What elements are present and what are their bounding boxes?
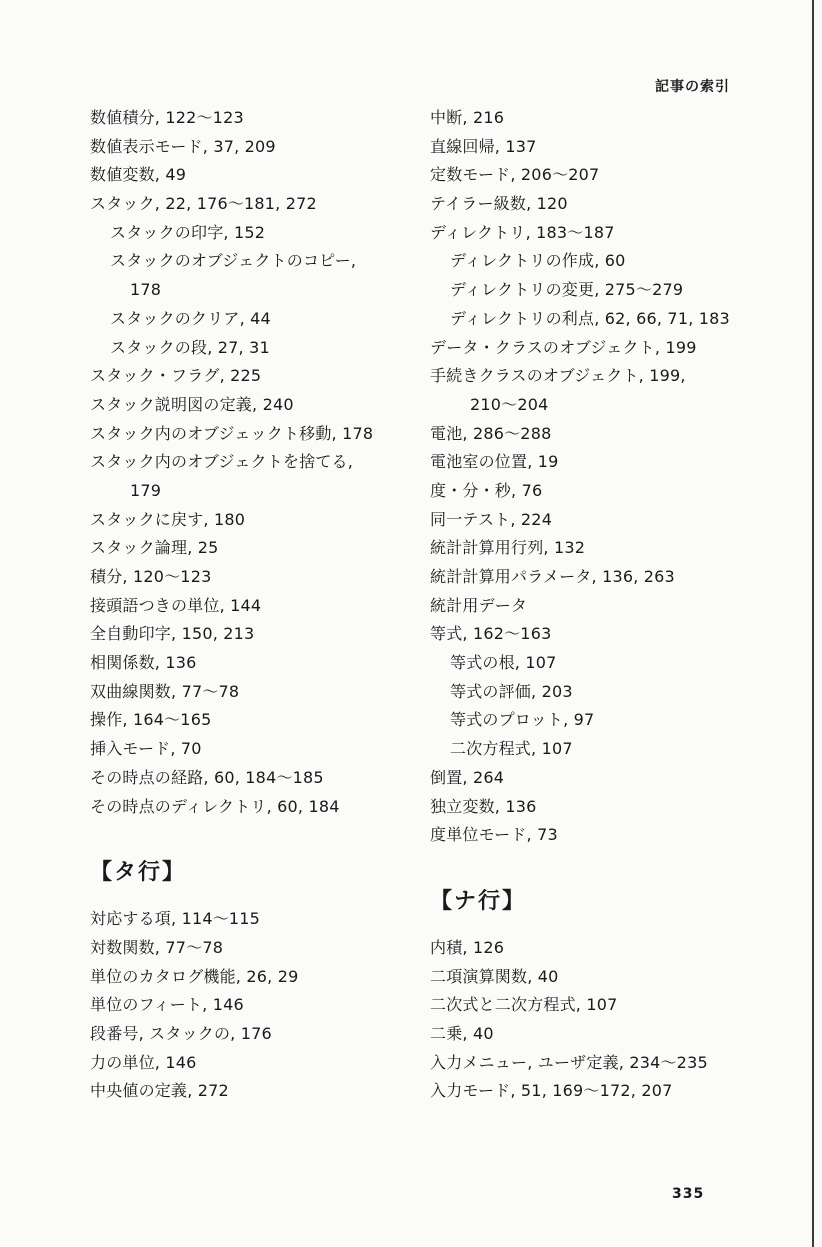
index-subentry: スタックの印字, 152: [110, 222, 266, 242]
section-entries-ta: [90, 905, 420, 1106]
index-subentry: ディレクトリの利点, 62, 66, 71, 183: [450, 308, 730, 328]
page-number: 335: [672, 1186, 705, 1202]
index-entries-left: [90, 104, 420, 821]
index-entry: 全自動印字, 150, 213: [90, 624, 255, 644]
index-entry: 二次式と二次方程式, 107: [430, 995, 618, 1015]
index-entry: 統計用データ: [430, 595, 528, 615]
index-entry: スタック内のオブジェクトを捨てる,: [90, 452, 354, 472]
index-entry: 対応する項, 114～115: [90, 909, 261, 929]
index-entry: スタック, 22, 176～181, 272: [90, 194, 317, 214]
index-entry: 電池室の位置, 19: [430, 452, 559, 472]
index-entry: 直線回帰, 137: [430, 136, 537, 156]
index-entries-right: [430, 104, 800, 850]
index-subentry: 二次方程式, 107: [450, 739, 573, 759]
index-entry: 内積, 126: [430, 937, 505, 957]
index-entry: スタック・フラグ, 225: [90, 366, 262, 386]
section-heading-ta: 【タ行】: [90, 860, 187, 886]
index-entry: 双曲線関数, 77～78: [90, 681, 240, 701]
index-subentry: スタックのオブジェクトのコピー,: [110, 251, 357, 271]
index-column-right: [430, 104, 800, 1106]
index-entry: 力の単位, 146: [90, 1052, 197, 1072]
index-entry: 定数モード, 206～207: [430, 165, 600, 185]
index-entry: 対数関数, 77～78: [90, 937, 224, 957]
index-entry: 挿入モード, 70: [90, 739, 202, 759]
index-entry: 操作, 164～165: [90, 710, 212, 730]
index-subentry: スタックのクリア, 44: [110, 308, 271, 328]
index-entry: 接頭語つきの単位, 144: [90, 595, 262, 615]
index-entry: 同一テスト, 224: [430, 509, 553, 529]
index-entry: 手続きクラスのオブジェクト, 199,: [430, 366, 686, 386]
index-entry: 中断, 216: [430, 108, 505, 127]
index-entry: 段番号, スタックの, 176: [90, 1023, 272, 1043]
index-entry: 独立変数, 136: [430, 796, 537, 816]
index-entry: スタック論理, 25: [90, 538, 219, 558]
index-entry: 統計計算用パラメータ, 136, 263: [430, 567, 675, 586]
index-entry: その時点の経路, 60, 184～185: [90, 767, 324, 787]
index-entry: テイラー級数, 120: [430, 194, 568, 214]
index-entry: 入力モード, 51, 169～172, 207: [430, 1081, 673, 1101]
index-entry: 単位のフィート, 146: [90, 995, 244, 1015]
index-subentry: スタックの段, 27, 31: [110, 337, 270, 357]
index-entry: 単位のカタログ機能, 26, 29: [90, 966, 299, 986]
index-entry: スタックに戻す, 180: [90, 509, 246, 529]
index-entry: その時点のディレクトリ, 60, 184: [90, 796, 340, 816]
index-subentry: 等式の評価, 203: [450, 681, 573, 701]
index-entry: 統計計算用行列, 132: [430, 538, 586, 558]
index-entry-continuation: 179: [130, 480, 162, 500]
section-entries-na: [430, 934, 800, 1106]
index-entry: 二乗, 40: [430, 1023, 494, 1043]
index-column-left: [90, 104, 420, 1106]
index-entry: ディレクトリ, 183～187: [430, 222, 615, 242]
index-entry: 入力メニュー, ユーザ定義, 234～235: [430, 1052, 708, 1072]
index-entry: スタック説明図の定義, 240: [90, 394, 294, 414]
index-entry: 二項演算関数, 40: [430, 966, 559, 986]
index-entry-continuation: 210～204: [470, 394, 549, 414]
index-entry: 倒置, 264: [430, 767, 505, 787]
index-entry: 数値変数, 49: [90, 165, 187, 185]
index-entry: 数値積分, 122～123: [90, 108, 244, 127]
index-entry: 等式, 162～163: [430, 624, 552, 644]
index-entry: 数値表示モード, 37, 209: [90, 136, 276, 156]
index-entry: 度単位モード, 73: [430, 825, 558, 845]
index-entry: 度・分・秒, 76: [430, 480, 543, 500]
index-subentry: 等式のプロット, 97: [450, 710, 595, 730]
index-entry: 相関係数, 136: [90, 653, 197, 673]
index-entry-continuation: 178: [130, 280, 162, 300]
index-entry: 電池, 286～288: [430, 423, 552, 443]
index-entry: データ・クラスのオブジェクト, 199: [430, 337, 697, 357]
page-edge-rule: [812, 0, 814, 1247]
index-subentry: 等式の根, 107: [450, 653, 557, 673]
index-entry: スタック内のオブジェックト移動, 178: [90, 423, 374, 443]
running-header: 記事の索引: [655, 79, 730, 95]
index-entry: 中央値の定義, 272: [90, 1081, 229, 1101]
section-heading-na: 【ナ行】: [430, 888, 527, 914]
index-entry: 積分, 120～123: [90, 567, 212, 586]
index-subentry: ディレクトリの作成, 60: [450, 251, 626, 271]
index-subentry: ディレクトリの変更, 275～279: [450, 280, 684, 300]
